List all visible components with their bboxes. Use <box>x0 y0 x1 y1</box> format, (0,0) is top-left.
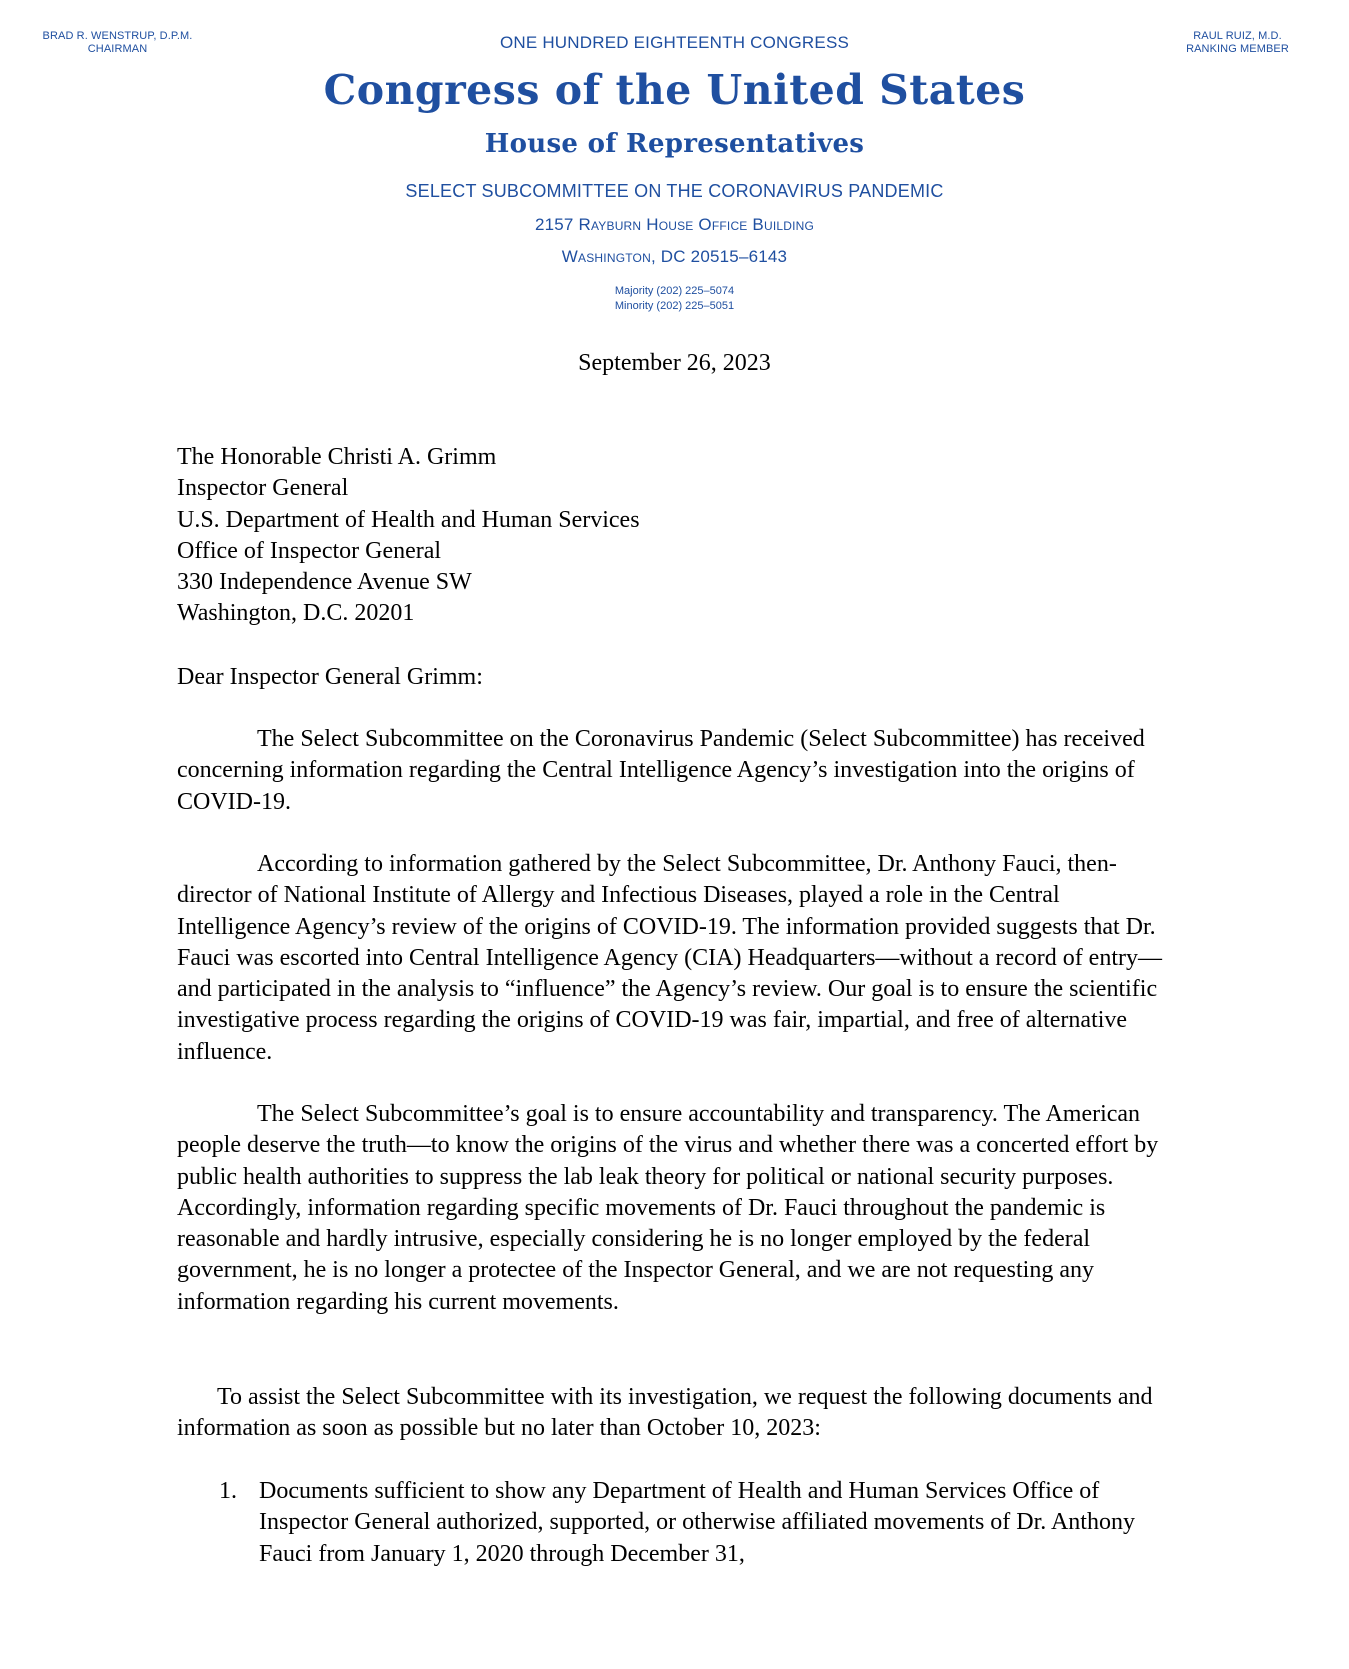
phone-minority: Minority (202) 225–5051 <box>614 300 735 312</box>
recipient-line: Inspector General <box>177 475 349 502</box>
recipient-line: Washington, D.C. 20201 <box>177 600 415 627</box>
congress-number: ONE HUNDRED EIGHTEENTH CONGRESS <box>499 33 850 52</box>
ranking-member-title: RANKING MEMBER <box>1186 43 1289 55</box>
office-address-line2: Washington, DC 20515–6143 <box>561 247 788 266</box>
list-item <box>177 1476 1177 1570</box>
recipient-line: Office of Inspector General <box>177 537 442 564</box>
salutation: Dear Inspector General Grimm: <box>177 664 483 690</box>
congress-title: Congress of the United States <box>323 66 1026 114</box>
house-title: House of Representatives <box>484 129 865 159</box>
phone-majority: Majority (202) 225–5074 <box>614 285 735 297</box>
body-paragraph: According to information gathered by the Select Subcommittee, Dr. Anthony Fauci, then-director of National Institute of Allergy and Infectious Diseases, played a role in the Central Intelligence Agency’s review of the origins of COVID-19. The information provided suggests that Dr. Fauci was escorted into Central Intelligence Agency (CIA) Headquarters—without a record of entry—and participated in the analysis to “influence” the Agency’s review. Our goal is to ensure the scientific investigative process regarding the origins of COVID-19 was fair, impartial, and free of alternative influence. <box>177 851 1162 1065</box>
ranking-member-name: RAUL RUIZ, M.D. <box>1193 30 1282 42</box>
list-item-number: 1. <box>219 1478 237 1504</box>
request-list <box>177 1476 1177 1570</box>
body-paragraph: The Select Subcommittee on the Coronavirus Pandemic (Select Subcommittee) has received concerning information regarding the Central Intelligence Agency’s investigation into the origins of COVID-19. <box>177 726 1145 815</box>
letter-date: September 26, 2023 <box>578 350 771 376</box>
recipient-line: 330 Independence Avenue SW <box>177 569 472 596</box>
office-address-line1: 2157 Rayburn House Office Building <box>534 215 815 234</box>
recipient-line: The Honorable Christi A. Grimm <box>177 444 497 470</box>
body-paragraph: The Select Subcommittee’s goal is to ensure accountability and transparency. The American people deserve the truth—to know the origins of the virus and whether there was a concerted effort by public health authorities to suppress the lab leak theory for political or national security purposes. Accordingly, information regarding specific movements of Dr. Fauci throughout the pandemic is reasonable and hardly intrusive, especially considering he is no longer employed by the federal government, he is no longer a protectee of the Inspector General, and we are not requesting any information regarding his current movements. <box>177 1101 1159 1315</box>
body-paragraph: To assist the Select Subcommittee with its investigation, we request the following documents and information as soon as possible but no later than October 10, 2023: <box>177 1384 1153 1442</box>
recipient-line: U.S. Department of Health and Human Services <box>177 506 640 533</box>
list-item-text: Documents sufficient to show any Department of Health and Human Services Office of Inspector General authorized, supported, or otherwise affiliated movements of Dr. Anthony Fauci from January 1, 2020 through December 31, <box>259 1478 1135 1567</box>
phone-numbers <box>0 284 1349 314</box>
recipient-address <box>177 442 1177 630</box>
chairman-name: BRAD R. WENSTRUP, D.P.M. <box>42 30 193 42</box>
chairman-title: CHAIRMAN <box>87 43 148 55</box>
subcommittee-name: SELECT SUBCOMMITTEE ON THE CORONAVIRUS PANDEMIC <box>405 181 944 201</box>
